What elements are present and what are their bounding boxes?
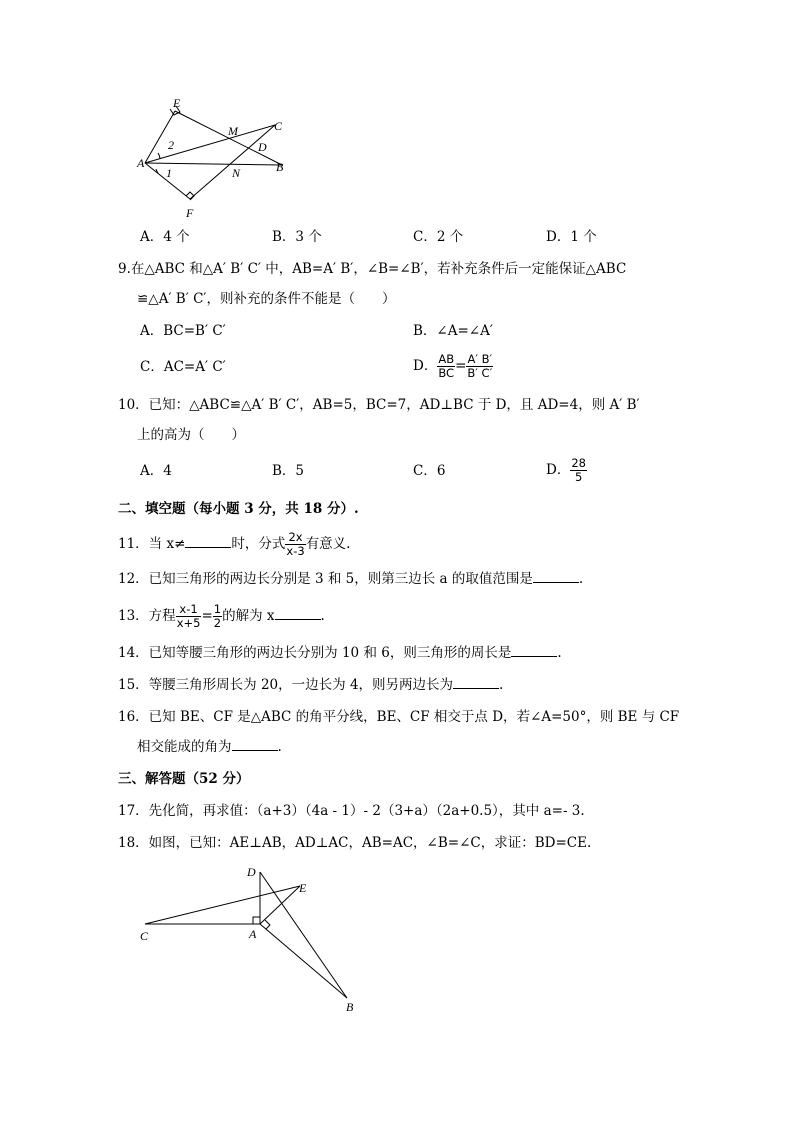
q9-option-b: B．∠A=∠A′ (413, 323, 493, 339)
q10-option-d-fraction (570, 457, 587, 484)
q9-option-d-fraction-2 (466, 353, 493, 380)
label-C: C (274, 119, 283, 133)
q11-fraction (285, 531, 305, 558)
label-2: 2 (168, 138, 174, 152)
q15-text: 15．等腰三角形周长为 20，一边长为 4，则另两边长为 (118, 677, 454, 693)
q11-text-c: 有意义. (305, 536, 351, 552)
q15-answer-blank (453, 676, 499, 689)
fraction-denominator: 2 (213, 616, 222, 630)
q15-end: . (499, 677, 504, 693)
q10-option-a: A．4 (140, 463, 172, 479)
fraction-numerator: x-1 (176, 603, 202, 617)
q18: 18．如图，已知：AE⊥AB，AD⊥AC，AB=AC，∠B=∠C，求证：BD=CE. (118, 835, 592, 851)
q13-fraction-2 (213, 603, 222, 630)
label-A: A (249, 927, 257, 941)
q9-option-d-fraction-1 (437, 353, 455, 380)
q11-text-b: 时，分式 (231, 536, 286, 552)
label-D: D (258, 140, 267, 154)
q12 (118, 570, 583, 588)
fraction-numerator: 1 (213, 602, 222, 616)
q14-answer-blank (511, 644, 557, 657)
q8-option-b: B．3 个 (272, 229, 322, 245)
q13-answer-blank (275, 607, 321, 620)
label-N: N (232, 166, 241, 180)
q16-line2 (137, 738, 282, 756)
label-B: B (346, 1000, 354, 1014)
label-1: 1 (166, 166, 172, 180)
q13-text-a: 13．方程 (118, 608, 176, 624)
q16-line1: 16．已知 BE、CF 是△ABC 的角平分线，BE、CF 相交于点 D，若∠A=50°，则 BE 与 CF (118, 709, 680, 725)
q8-figure (130, 95, 300, 220)
q17: 17．先化简，再求值：（a+3）（4a - 1）- 2（3+a）（2a+0.5），其中 a=- 3. (118, 803, 585, 819)
q8-option-d: D．1 个 (546, 229, 597, 245)
q10-option-d-prefix: D． (546, 462, 571, 478)
q15 (118, 676, 503, 694)
q13 (118, 598, 325, 634)
q16-end: . (277, 739, 282, 755)
q10-option-c: C．6 (413, 463, 446, 479)
q9-option-d (413, 348, 493, 384)
q14-text: 14．已知等腰三角形的两边长分别为 10 和 6，则三角形的周长是 (118, 645, 512, 661)
equals-sign: = (201, 608, 213, 624)
q14 (118, 644, 562, 662)
q11-text-a: 11．当 x≠ (118, 536, 186, 552)
label-B: B (276, 160, 284, 174)
fraction-numerator: AB (438, 352, 455, 366)
q12-answer-blank (533, 570, 579, 583)
q12-text: 12．已知三角形的两边长分别是 3 和 5，则第三边长 a 的取值范围是 (118, 571, 533, 587)
section-3-heading: 三、解答题（52 分） (118, 771, 250, 787)
label-F: F (186, 206, 194, 220)
q9-option-c: C．AC=A′ C′ (140, 359, 226, 375)
fraction-denominator: 5 (574, 470, 583, 484)
q11 (118, 526, 350, 562)
q13-fraction-1 (176, 603, 202, 630)
q10-option-d (546, 452, 587, 488)
fraction-denominator: B′ C′ (467, 366, 493, 380)
q18-figure (135, 862, 370, 1017)
fraction-denominator: BC (438, 366, 455, 380)
fraction-denominator: x-3 (286, 544, 305, 558)
q9-stem-line1: 9.在△ABC 和△A′ B′ C′ 中，AB=A′ B′，∠B=∠B′，若补充条件后一定能保证△ABC (118, 261, 627, 277)
q12-end: . (578, 571, 584, 587)
q16-text: 相交能成的角为 (137, 739, 232, 755)
q9-option-d-prefix: D． (413, 358, 438, 374)
label-E: E (173, 96, 181, 110)
label-D: D (247, 865, 256, 879)
q13-end: . (320, 608, 325, 624)
q14-end: . (557, 645, 562, 661)
q10-stem-line2: 上的高为（ ） (137, 427, 245, 443)
section-2-heading: 二、填空题（每小题 3 分，共 18 分）. (118, 501, 359, 517)
label-E: E (299, 881, 307, 895)
fraction-numerator: A′ B′ (467, 352, 493, 366)
fraction-denominator: x+5 (176, 616, 201, 630)
q11-answer-blank (185, 535, 231, 548)
q8-option-a: A．4 个 (140, 229, 190, 245)
q13-text-b: 的解为 x (222, 608, 275, 624)
q9-stem-line2: ≌△A′ B′ C′，则补充的条件不能是（ ） (137, 291, 396, 307)
fraction-numerator: 2x (285, 531, 305, 545)
q8-option-c: C．2 个 (413, 229, 464, 245)
q10-option-b: B．5 (272, 463, 305, 479)
q9-option-a: A．BC=B′ C′ (140, 323, 226, 339)
fraction-numerator: 28 (571, 456, 586, 470)
q16-answer-blank (232, 738, 278, 751)
equals-sign: = (455, 358, 467, 374)
q10-stem-line1: 10．已知：△ABC≌△A′ B′ C′，AB=5，BC=7，AD⊥BC 于 D，且 AD=4，则 A′ B′ (118, 397, 640, 413)
label-C: C (140, 929, 149, 943)
label-M: M (228, 124, 238, 138)
label-A: A (137, 156, 145, 170)
